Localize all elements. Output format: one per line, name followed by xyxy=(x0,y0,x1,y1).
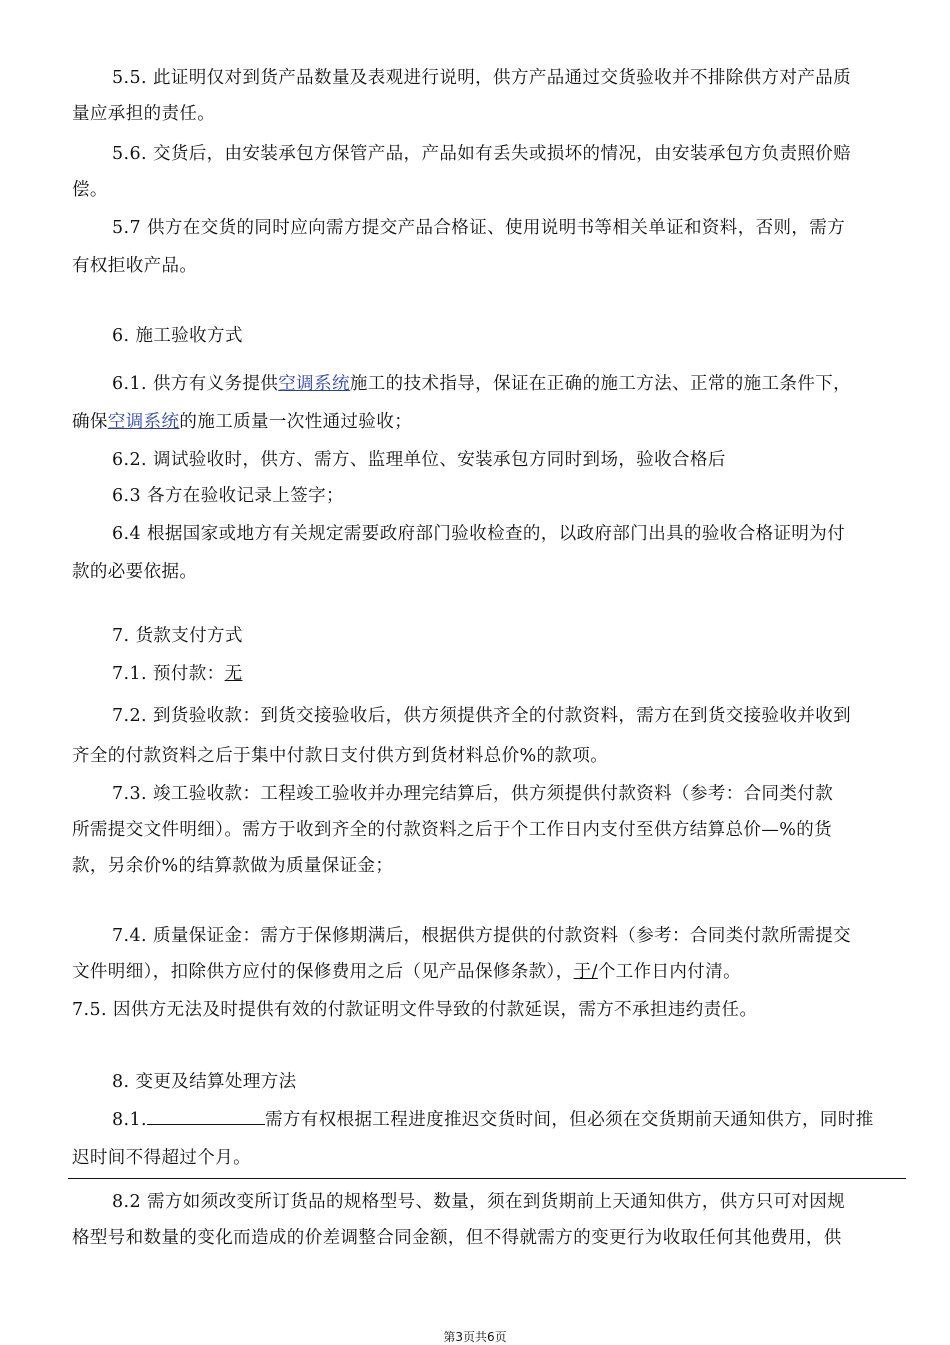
section-7-heading: 7. 货款支付方式 xyxy=(112,626,243,646)
clause-7-4-text-a: 文件明细），扣除供方应付的保修费用之后（见产品保修条款）， xyxy=(72,962,574,982)
clause-5-7-line-1: 5.7 供方在交货的同时应向需方提交产品合格证、使用说明书等相关单证和资料，否则，需方 xyxy=(112,218,846,238)
clause-8-2-line-1: 8.2 需方如须改变所订货品的规格型号、数量，须在到货期前上天通知供方，供方只可对因规 xyxy=(112,1192,846,1212)
air-conditioning-system-link-2[interactable]: 空调系统 xyxy=(107,412,180,432)
clause-7-3-line-1: 7.3. 竣工验收款：工程竣工验收并办理完结算后，供方须提供付款资料（参考：合同类付款 xyxy=(112,784,834,804)
clause-6-1-line-2-text-a: 确保 xyxy=(72,412,108,432)
air-conditioning-system-link[interactable]: 空调系统 xyxy=(278,374,350,394)
clause-7-2-line-1: 7.2. 到货验收款：到货交接验收后，供方须提供齐全的付款资料，需方在到货交接验收并收到 xyxy=(112,706,852,726)
clause-7-2-line-2: 齐全的付款资料之后于集中付款日支付供方到货材料总价%的款项。 xyxy=(72,746,609,766)
clause-8-1-label: 8.1. xyxy=(112,1110,147,1130)
clause-6-4-line-1: 6.4 根据国家或地方有关规定需要政府部门验收检查的，以政府部门出具的验收合格证明为付 xyxy=(112,524,846,544)
section-8-heading: 8. 变更及结算处理方法 xyxy=(112,1072,297,1092)
clause-6-1-line-2-text-b: 的施工质量一次性通过验收； xyxy=(179,412,413,432)
clause-7-1 xyxy=(112,662,906,686)
clause-7-1-label: 7.1. 预付款： xyxy=(112,664,225,684)
horizontal-rule xyxy=(68,1178,906,1179)
clause-6-1-line-2 xyxy=(72,410,906,434)
clause-6-2: 6.2. 调试验收时，供方、需方、监理单位、安装承包方同时到场，验收合格后 xyxy=(112,450,726,470)
clause-6-1-line-1 xyxy=(112,372,906,396)
clause-7-3-line-3: 款，另余价%的结算款做为质量保证金； xyxy=(72,856,394,876)
clause-5-5-line-1: 5.5. 此证明仅对到货产品数量及表观进行说明，供方产品通过交货验收并不排除供方对产品质 xyxy=(112,68,852,88)
clause-7-4-text-b: 个工作日内付清。 xyxy=(597,962,742,982)
page-footer: 第3页共6页 xyxy=(443,1330,507,1344)
clause-6-4-line-2: 款的必要依据。 xyxy=(72,562,198,582)
clause-5-5-line-2: 量应承担的责任。 xyxy=(72,104,216,124)
clause-8-1-line-2: 迟时间不得超过个月。 xyxy=(72,1148,251,1168)
clause-7-4-line-1: 7.4. 质量保证金：需方于保修期满后，根据供方提供的付款资料（参考：合同类付款所需提交 xyxy=(112,926,852,946)
clause-7-5: 7.5. 因供方无法及时提供有效的付款证明文件导致的付款延误，需方不承担违约责任。 xyxy=(72,1000,758,1020)
clause-6-3: 6.3 各方在验收记录上签字； xyxy=(112,486,344,506)
clause-8-1-blank xyxy=(147,1108,265,1125)
clause-5-6-line-2: 偿。 xyxy=(72,180,108,200)
clause-8-1-text: 需方有权根据工程进度推迟交货时间，但必须在交货期前天通知供方，同时推 xyxy=(265,1110,874,1130)
clause-7-3-line-2: 所需提交文件明细）。需方于收到齐全的付款资料之后于个工作日内支付至供方结算总价—%的货 xyxy=(72,820,833,840)
clause-6-1-text-a: 6.1. 供方有义务提供 xyxy=(112,374,279,394)
clause-7-4-days-blank: 于/ xyxy=(573,962,598,982)
clause-8-2-line-2: 格型号和数量的变化而造成的价差调整合同金额，但不得就需方的变更行为收取任何其他费用，供 xyxy=(72,1228,842,1248)
clause-7-1-value: 无 xyxy=(224,664,243,684)
clause-5-7-line-2: 有权拒收产品。 xyxy=(72,256,198,276)
section-6-heading: 6. 施工验收方式 xyxy=(112,326,243,346)
clause-7-4-line-2 xyxy=(72,960,906,984)
clause-6-1-text-b: 施工的技术指导，保证在正确的施工方法、正常的施工条件下， xyxy=(349,374,852,394)
clause-8-1-line-1 xyxy=(112,1108,906,1132)
clause-5-6-line-1: 5.6. 交货后，由安装承包方保管产品，产品如有丢失或损坏的情况，由安装承包方负责照价赔 xyxy=(112,144,852,164)
